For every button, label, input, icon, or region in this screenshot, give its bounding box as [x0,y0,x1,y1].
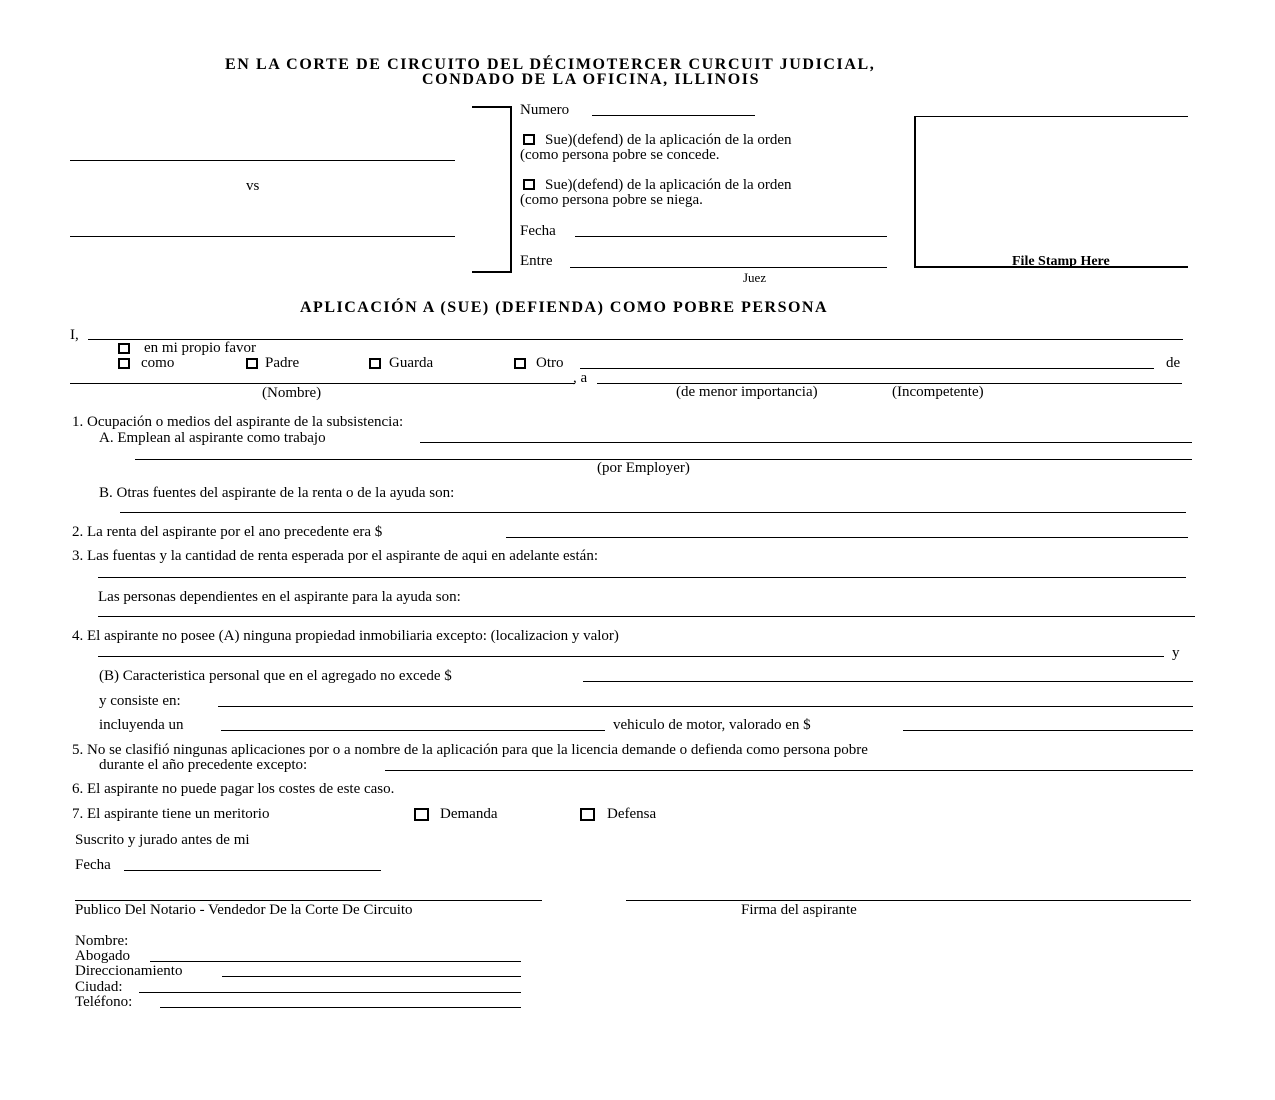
vehicle-value-field[interactable] [903,730,1193,731]
file-stamp-label: File Stamp Here [1012,254,1110,269]
prior-income-field[interactable] [506,537,1188,538]
vehiculo-label: vehiculo de motor, valorado en $ [613,717,811,733]
question-1b: B. Otras fuentes del aspirante de la renta o de la ayuda son: [99,485,455,501]
numero-field[interactable] [592,115,755,116]
order-entre-label: Entre [520,253,553,269]
nombre-label: Nombre: [75,933,129,949]
question-3: 3. Las fuentas y la cantidad de renta esperada por el aspirante de aqui en adelante están: [72,548,599,564]
order-granted-line1: Sue)(defend) de la aplicación de la orden [545,132,792,148]
question-4b: (B) Caracteristica personal que en el agregado no excede $ [99,668,452,684]
question-5-line1: 5. No se clasifió ningunas aplicaciones por o a nombre de la aplicación para que la licencia demande o defienda como persona pobre [72,742,868,758]
file-stamp-box [914,116,1188,268]
footer-fecha-field[interactable] [124,870,381,871]
telefono-field[interactable] [160,1007,521,1008]
como-label: como [141,355,175,371]
vehicle-field[interactable] [221,730,605,731]
applicant-signature-line[interactable] [626,900,1191,901]
telefono-label: Teléfono: [75,994,133,1010]
numero-label: Numero [520,102,570,118]
ciudad-label: Ciudad: [75,979,123,995]
incluyenda-label: incluyenda un [99,717,184,733]
guarda-label: Guarda [389,355,434,371]
en-mi-propio-favor-checkbox[interactable] [118,343,130,354]
abogado-label: Abogado [75,948,130,964]
y-label: y [1172,645,1180,661]
suscrito-label: Suscrito y jurado antes de mi [75,832,250,848]
form-title: APLICACIÓN A (SUE) (DEFIENDA) COMO POBRE PERSONA [300,299,829,316]
guarda-checkbox[interactable] [369,358,381,369]
notary-signature-line[interactable] [75,900,542,901]
expected-income-field[interactable] [98,577,1186,578]
defensa-checkbox[interactable] [580,808,595,821]
en-mi-propio-favor-label: en mi propio favor [144,340,257,356]
defensa-label: Defensa [607,806,657,822]
bracket-vertical [510,106,512,272]
order-denied-checkbox[interactable] [523,179,535,190]
nombre-field[interactable] [70,383,575,384]
personal-property-value-field[interactable] [583,681,1193,682]
ciudad-field[interactable] [139,992,521,993]
court-title-line1: EN LA CORTE DE CIRCUITO DEL DÉCIMOTERCER CURCUIT JUDICIAL, [225,56,876,73]
dependents-field[interactable] [98,616,1195,617]
notario-label: Publico Del Notario - Vendedor De la Corte De Circuito [75,902,413,918]
other-income-field[interactable] [120,512,1186,513]
dependientes-label: Las personas dependientes en el aspirante para la ayuda son: [98,589,461,605]
nombre-caption: (Nombre) [262,385,322,401]
demanda-label: Demanda [440,806,498,822]
demanda-checkbox[interactable] [414,808,429,821]
real-property-field[interactable] [98,656,1164,657]
question-1a: A. Emplean al aspirante como trabajo [99,430,326,446]
order-entre-field[interactable] [570,267,887,268]
order-granted-checkbox[interactable] [523,134,535,145]
prior-applications-field[interactable] [385,770,1193,771]
defendant-line[interactable] [70,236,455,237]
question-7: 7. El aspirante tiene un meritorio [72,806,270,822]
i-label: I, [70,327,79,343]
direccion-label: Direccionamiento [75,963,183,979]
plaintiff-line[interactable] [70,160,455,161]
bracket-bottom [472,271,512,273]
order-denied-line1: Sue)(defend) de la aplicación de la orden [545,177,792,193]
padre-label: Padre [265,355,300,371]
order-granted-line2: (como persona pobre se concede. [520,147,720,163]
court-title-line2: CONDADO DE LA OFICINA, ILLINOIS [422,71,761,88]
order-fecha-label: Fecha [520,223,556,239]
por-employer-caption: (por Employer) [597,460,690,476]
question-6: 6. El aspirante no puede pagar los costes de este caso. [72,781,395,797]
incompetente-caption: (Incompetente) [892,384,984,400]
bracket-top [472,106,512,108]
como-checkbox[interactable] [118,358,130,369]
order-denied-line2: (como persona pobre se niega. [520,192,703,208]
employment-field[interactable] [420,442,1192,443]
padre-checkbox[interactable] [246,358,258,369]
footer-fecha-label: Fecha [75,857,111,873]
firma-label: Firma del aspirante [741,902,857,918]
otro-checkbox[interactable] [514,358,526,369]
order-fecha-field[interactable] [575,236,887,237]
abogado-field[interactable] [150,961,521,962]
question-1: 1. Ocupación o medios del aspirante de la subsistencia: [72,414,404,430]
direccion-field[interactable] [222,976,521,977]
question-4: 4. El aspirante no posee (A) ninguna propiedad inmobiliaria excepto: (localizacion y valor) [72,628,619,644]
de-label: de [1166,355,1181,371]
de-menor-caption: (de menor importancia) [676,384,818,400]
juez-label: Juez [743,270,767,285]
consiste-label: y consiste en: [99,693,181,709]
a-label: , a [573,370,588,386]
question-2: 2. La renta del aspirante por el ano precedente era $ [72,524,383,540]
vs-label: vs [246,178,260,194]
otro-label: Otro [536,355,564,371]
otro-field[interactable] [580,368,1154,369]
consists-of-field[interactable] [218,706,1193,707]
question-5-line2: durante el año precedente excepto: [99,757,308,773]
